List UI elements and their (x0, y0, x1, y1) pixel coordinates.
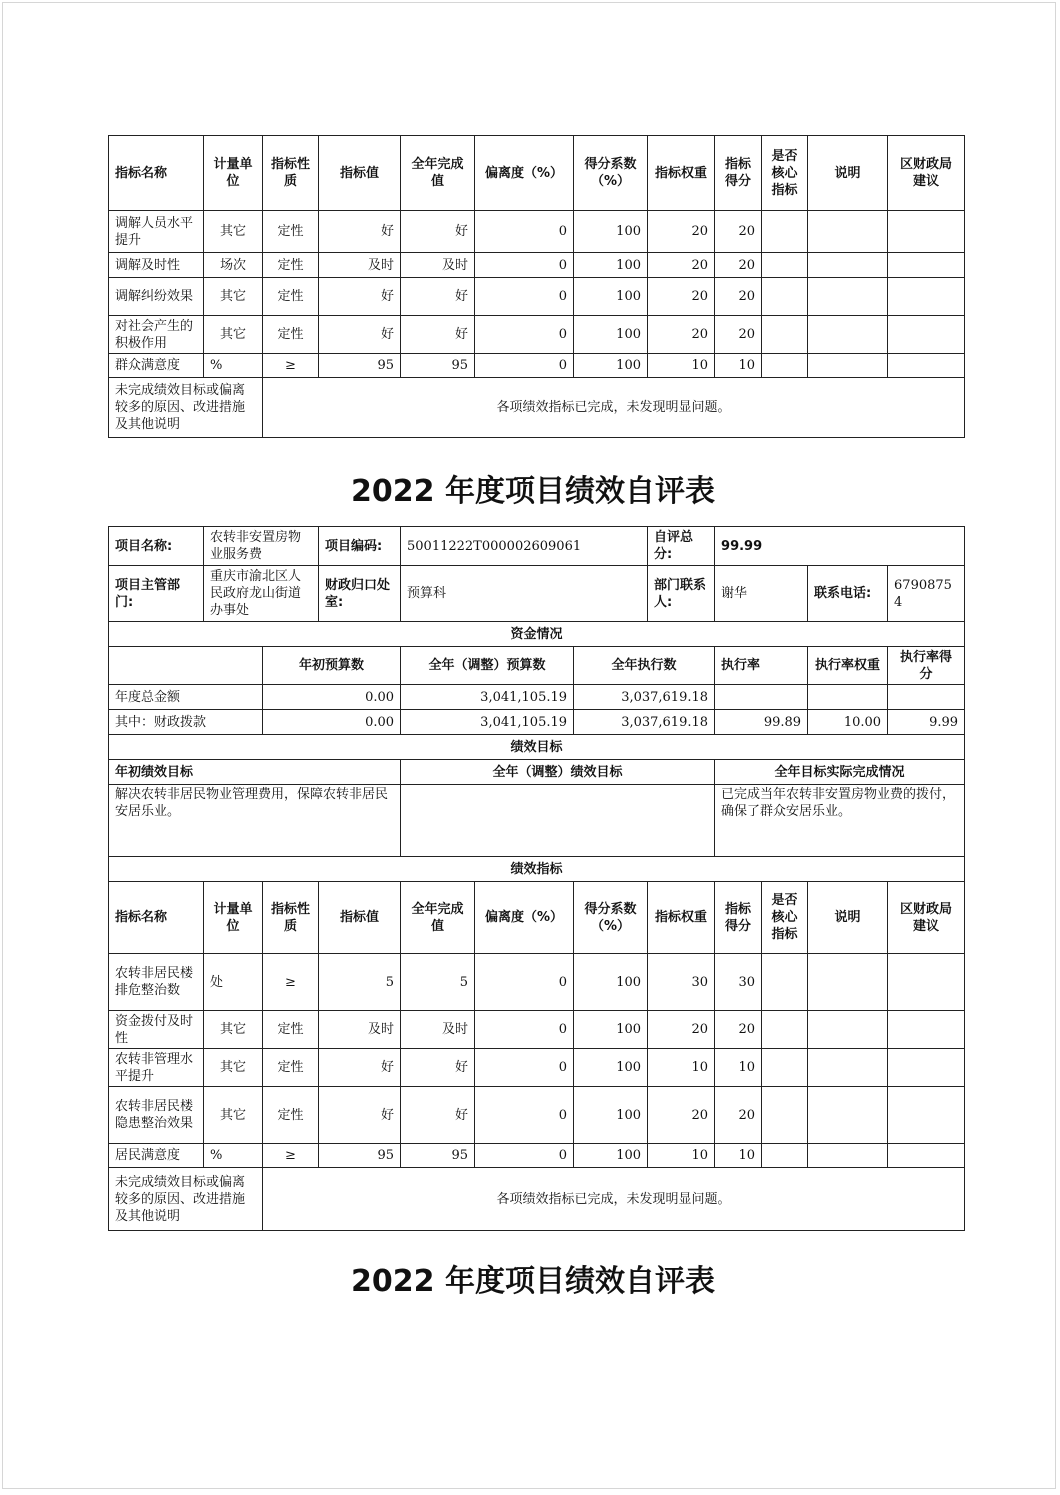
indicator-suggestion (888, 1011, 965, 1049)
note-row (109, 378, 965, 438)
indicator-nature: ≥ (263, 1144, 319, 1168)
funds-executed: 3,037,619.18 (574, 685, 715, 710)
goal-initial: 解决农转非居民物业管理费用，保障农转非居民安居乐业。 (109, 785, 401, 857)
indicator-nature: 定性 (263, 1087, 319, 1144)
funds-rate-score: 9.99 (888, 710, 965, 735)
indicator-coefficient: 100 (574, 316, 648, 354)
indicator-deviation: 0 (475, 278, 574, 316)
table-row (109, 1144, 965, 1168)
funds-label: 其中：财政拨款 (109, 710, 263, 735)
header-nature: 指标性质 (263, 882, 319, 954)
self-score-label: 自评总分: (648, 527, 715, 566)
indicator-actual: 好 (401, 1049, 475, 1087)
header-coefficient: 得分系数（%） (574, 136, 648, 211)
indicator-core (762, 211, 808, 253)
finance-office-label: 财政归口处室: (319, 566, 401, 622)
indicator-unit: 其它 (204, 1049, 263, 1087)
header-suggestion: 区财政局建议 (888, 136, 965, 211)
indicator-note (808, 1087, 888, 1144)
indicator-suggestion (888, 1144, 965, 1168)
header-value: 指标值 (319, 136, 401, 211)
indicator-value: 95 (319, 1144, 401, 1168)
header-actual: 全年完成值 (401, 882, 475, 954)
indicator-coefficient: 100 (574, 1011, 648, 1049)
indicator-note (808, 1144, 888, 1168)
indicator-name: 调解及时性 (109, 253, 204, 278)
indicator-value: 95 (319, 354, 401, 378)
funds-rate-weight (808, 685, 888, 710)
funds-col-rate-weight: 执行率权重 (808, 647, 888, 685)
contact: 谢华 (715, 566, 808, 622)
funds-rate-score (888, 685, 965, 710)
indicator-score: 20 (715, 316, 762, 354)
note-row (109, 1168, 965, 1231)
project-info-row (109, 527, 965, 566)
indicator-suggestion (888, 316, 965, 354)
indicator-note (808, 1049, 888, 1087)
header-indicator-name: 指标名称 (109, 882, 204, 954)
indicator-actual: 及时 (401, 253, 475, 278)
indicator-score: 20 (715, 278, 762, 316)
indicator-core (762, 354, 808, 378)
note-text: 各项绩效指标已完成，未发现明显问题。 (263, 1168, 965, 1231)
indicator-deviation: 0 (475, 354, 574, 378)
indicator-actual: 5 (401, 954, 475, 1011)
indicator-name: 调解人员水平提升 (109, 211, 204, 253)
indicator-name: 农转非居民楼隐患整治效果 (109, 1087, 204, 1144)
indicator-value: 好 (319, 1049, 401, 1087)
indicator-deviation: 0 (475, 211, 574, 253)
header-deviation: 偏离度（%） (475, 136, 574, 211)
goal-actual: 已完成当年农转非安置房物业费的拨付，确保了群众安居乐业。 (715, 785, 965, 857)
indicator-name: 调解纠纷效果 (109, 278, 204, 316)
header-core: 是否核心指标 (762, 136, 808, 211)
indicator-coefficient: 100 (574, 1144, 648, 1168)
funds-label: 年度总金额 (109, 685, 263, 710)
indicator-suggestion (888, 253, 965, 278)
indicator-core (762, 954, 808, 1011)
indicator-value: 5 (319, 954, 401, 1011)
indicator-value: 及时 (319, 1011, 401, 1049)
indicator-suggestion (888, 954, 965, 1011)
header-suggestion: 区财政局建议 (888, 882, 965, 954)
funds-initial: 0.00 (263, 710, 401, 735)
header-value: 指标值 (319, 882, 401, 954)
dept-label: 项目主管部门: (109, 566, 204, 622)
indicator-note (808, 316, 888, 354)
funds-col-executed: 全年执行数 (574, 647, 715, 685)
header-actual: 全年完成值 (401, 136, 475, 211)
table-row (109, 253, 965, 278)
note-label: 未完成绩效目标或偏离较多的原因、改进措施及其他说明 (109, 1168, 263, 1231)
indicator-coefficient: 100 (574, 354, 648, 378)
funds-col-rate: 执行率 (715, 647, 808, 685)
section-header-row (109, 857, 965, 882)
indicator-header-row (109, 882, 965, 954)
indicator-coefficient: 100 (574, 1049, 648, 1087)
indicator-suggestion (888, 1087, 965, 1144)
table-row (109, 1011, 965, 1049)
indicator-name: 资金拨付及时性 (109, 1011, 204, 1049)
indicator-actual: 95 (401, 354, 475, 378)
funds-rate-weight: 10.00 (808, 710, 888, 735)
table-row (109, 354, 965, 378)
page-title: 2022 年度项目绩效自评表 (351, 474, 715, 509)
project-info-row (109, 566, 965, 622)
table-row (109, 954, 965, 1011)
table-row (109, 316, 965, 354)
indicator-core (762, 253, 808, 278)
indicator-deviation: 0 (475, 253, 574, 278)
indicator-coefficient: 100 (574, 1087, 648, 1144)
indicator-core (762, 278, 808, 316)
table-row (109, 685, 965, 710)
contact-label: 部门联系人: (648, 566, 715, 622)
indicator-name: 群众满意度 (109, 354, 204, 378)
indicator-value: 好 (319, 316, 401, 354)
funds-rate: 99.89 (715, 710, 808, 735)
project-name-label: 项目名称: (109, 527, 204, 566)
indicator-unit: 其它 (204, 1087, 263, 1144)
indicator-weight: 30 (648, 954, 715, 1011)
table-row (109, 211, 965, 253)
table-row (109, 710, 965, 735)
indicator-nature: 定性 (263, 253, 319, 278)
goal-adjusted (401, 785, 715, 857)
header-score: 指标得分 (715, 882, 762, 954)
self-evaluation-table (108, 526, 965, 1231)
note-label: 未完成绩效目标或偏离较多的原因、改进措施及其他说明 (109, 378, 263, 438)
table-row (109, 278, 965, 316)
header-weight: 指标权重 (648, 882, 715, 954)
indicator-unit: 处 (204, 954, 263, 1011)
indicator-weight: 20 (648, 1011, 715, 1049)
indicator-note (808, 354, 888, 378)
indicator-actual: 好 (401, 1087, 475, 1144)
indicator-name: 居民满意度 (109, 1144, 204, 1168)
indicator-score: 10 (715, 354, 762, 378)
indicator-coefficient: 100 (574, 253, 648, 278)
indicator-header-row (109, 136, 965, 211)
indicator-nature: 定性 (263, 316, 319, 354)
indicator-note (808, 278, 888, 316)
funds-blank-cell (109, 647, 263, 685)
indicator-nature: ≥ (263, 354, 319, 378)
project-code-label: 项目编码: (319, 527, 401, 566)
header-unit: 计量单位 (204, 136, 263, 211)
indicators-header: 绩效指标 (109, 857, 965, 882)
indicator-unit: % (204, 1144, 263, 1168)
indicator-score: 20 (715, 1011, 762, 1049)
header-unit: 计量单位 (204, 882, 263, 954)
goal-col-actual: 全年目标实际完成情况 (715, 760, 965, 785)
goals-header: 绩效目标 (109, 735, 965, 760)
header-weight: 指标权重 (648, 136, 715, 211)
funds-col-rate-score: 执行率得分 (888, 647, 965, 685)
header-core: 是否核心指标 (762, 882, 808, 954)
indicator-actual: 及时 (401, 1011, 475, 1049)
indicator-unit: 其它 (204, 316, 263, 354)
indicator-core (762, 1087, 808, 1144)
indicator-weight: 20 (648, 316, 715, 354)
goals-row (109, 785, 965, 857)
indicator-actual: 95 (401, 1144, 475, 1168)
indicator-name: 对社会产生的积极作用 (109, 316, 204, 354)
funds-rate (715, 685, 808, 710)
indicator-actual: 好 (401, 316, 475, 354)
indicator-nature: 定性 (263, 211, 319, 253)
indicator-suggestion (888, 278, 965, 316)
finance-office: 预算科 (401, 566, 648, 622)
goals-columns-row (109, 760, 965, 785)
indicator-score: 10 (715, 1144, 762, 1168)
indicator-nature: 定性 (263, 1049, 319, 1087)
indicator-coefficient: 100 (574, 954, 648, 1011)
project-name: 农转非安置房物业服务费 (204, 527, 319, 566)
indicator-score: 10 (715, 1049, 762, 1087)
indicator-suggestion (888, 211, 965, 253)
indicator-value: 及时 (319, 253, 401, 278)
indicator-weight: 20 (648, 278, 715, 316)
phone: 67908754 (888, 566, 965, 622)
indicator-deviation: 0 (475, 1087, 574, 1144)
indicator-table-1 (108, 135, 965, 438)
table-row (109, 1049, 965, 1087)
section-header-row (109, 735, 965, 760)
header-indicator-name: 指标名称 (109, 136, 204, 211)
goal-col-initial: 年初绩效目标 (109, 760, 401, 785)
indicator-score: 30 (715, 954, 762, 1011)
indicator-weight: 10 (648, 1144, 715, 1168)
indicator-actual: 好 (401, 278, 475, 316)
funds-adjusted: 3,041,105.19 (401, 685, 574, 710)
page-title: 2022 年度项目绩效自评表 (351, 1264, 715, 1299)
indicator-actual: 好 (401, 211, 475, 253)
indicator-nature: ≥ (263, 954, 319, 1011)
header-coefficient: 得分系数（%） (574, 882, 648, 954)
header-note: 说明 (808, 882, 888, 954)
indicator-core (762, 316, 808, 354)
document-page (2, 2, 1056, 1489)
funds-adjusted: 3,041,105.19 (401, 710, 574, 735)
funds-col-initial: 年初预算数 (263, 647, 401, 685)
indicator-deviation: 0 (475, 1011, 574, 1049)
indicator-deviation: 0 (475, 316, 574, 354)
indicator-nature: 定性 (263, 278, 319, 316)
indicator-weight: 10 (648, 354, 715, 378)
indicator-deviation: 0 (475, 954, 574, 1011)
indicator-nature: 定性 (263, 1011, 319, 1049)
indicator-core (762, 1144, 808, 1168)
self-score: 99.99 (715, 527, 965, 566)
indicator-note (808, 253, 888, 278)
table-row (109, 1087, 965, 1144)
indicator-value: 好 (319, 278, 401, 316)
funds-columns-row (109, 647, 965, 685)
indicator-note (808, 211, 888, 253)
indicator-deviation: 0 (475, 1049, 574, 1087)
indicator-deviation: 0 (475, 1144, 574, 1168)
indicator-note (808, 954, 888, 1011)
indicator-unit: 场次 (204, 253, 263, 278)
indicator-name: 农转非管理水平提升 (109, 1049, 204, 1087)
note-text: 各项绩效指标已完成，未发现明显问题。 (263, 378, 965, 438)
funds-executed: 3,037,619.18 (574, 710, 715, 735)
project-code: 50011222T000002609061 (401, 527, 648, 566)
goal-col-adjusted: 全年（调整）绩效目标 (401, 760, 715, 785)
section-header-row (109, 622, 965, 647)
indicator-score: 20 (715, 211, 762, 253)
indicator-weight: 20 (648, 211, 715, 253)
indicator-core (762, 1049, 808, 1087)
funds-initial: 0.00 (263, 685, 401, 710)
indicator-coefficient: 100 (574, 278, 648, 316)
header-note: 说明 (808, 136, 888, 211)
indicator-weight: 10 (648, 1049, 715, 1087)
funds-col-adjusted: 全年（调整）预算数 (401, 647, 574, 685)
indicator-coefficient: 100 (574, 211, 648, 253)
funds-header: 资金情况 (109, 622, 965, 647)
indicator-suggestion (888, 1049, 965, 1087)
indicator-unit: 其它 (204, 1011, 263, 1049)
indicator-name: 农转非居民楼排危整治数 (109, 954, 204, 1011)
header-nature: 指标性质 (263, 136, 319, 211)
indicator-unit: 其它 (204, 211, 263, 253)
indicator-score: 20 (715, 253, 762, 278)
indicator-score: 20 (715, 1087, 762, 1144)
indicator-weight: 20 (648, 253, 715, 278)
indicator-weight: 20 (648, 1087, 715, 1144)
indicator-value: 好 (319, 211, 401, 253)
dept: 重庆市渝北区人民政府龙山街道办事处 (204, 566, 319, 622)
phone-label: 联系电话: (808, 566, 888, 622)
header-score: 指标得分 (715, 136, 762, 211)
header-deviation: 偏离度（%） (475, 882, 574, 954)
indicator-unit: % (204, 354, 263, 378)
indicator-core (762, 1011, 808, 1049)
indicator-unit: 其它 (204, 278, 263, 316)
indicator-note (808, 1011, 888, 1049)
indicator-value: 好 (319, 1087, 401, 1144)
indicator-suggestion (888, 354, 965, 378)
